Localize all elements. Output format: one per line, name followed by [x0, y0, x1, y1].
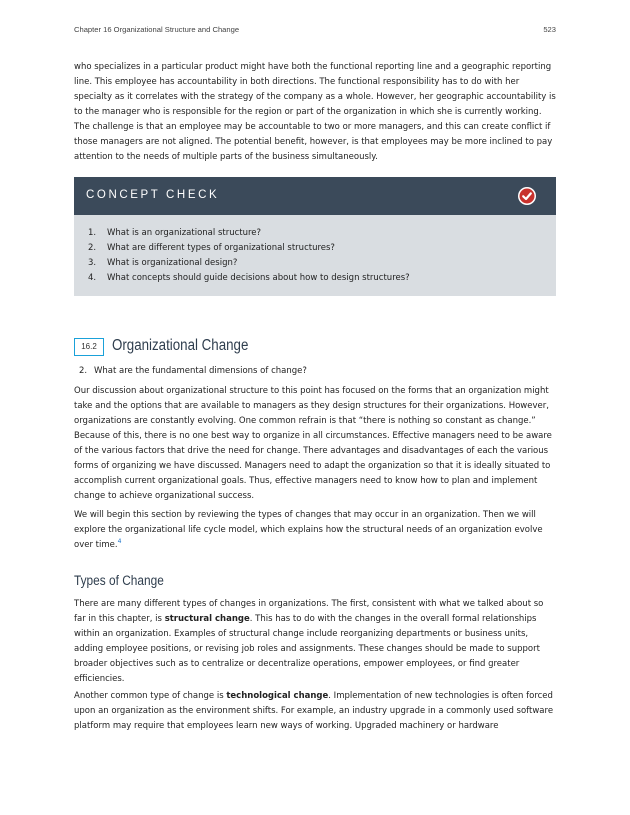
list-item-number: 3. — [88, 258, 97, 268]
list-item-number: 1. — [88, 228, 97, 238]
term-technological-change: technological change — [226, 691, 329, 701]
list-item — [88, 271, 410, 286]
intro-paragraph: who specializes in a particular product might have both the functional reporting line and a geographic reporting line. This employee has accountability in both directions. The functional responsibility has to do with her specialty as it correlates with the strategy of the company as a whole. However, her geographic accountability is to the manager who is responsible for the region or part of the organization in which she is currently working. The challenge is that an employee may be accountable to two or more managers, and this can create conflict if those managers are not aligned. The potential benefit, however, is that employees may be more inclined to pay attention to the needs of multiple parts of the business simultaneously. — [74, 62, 556, 162]
running-header — [74, 25, 556, 37]
list-item-number: 4. — [88, 273, 97, 283]
list-item-text: What is organizational design? — [107, 258, 238, 268]
types-paragraph-1 — [74, 597, 556, 687]
section-title: Organizational Change — [112, 337, 249, 354]
list-item-text: What are different types of organizational structures? — [107, 243, 335, 253]
types-paragraph-2 — [74, 689, 556, 734]
learning-objective-text: What are the fundamental dimensions of change? — [94, 366, 307, 376]
concept-check-box — [74, 177, 556, 296]
concept-check-list — [88, 226, 410, 286]
text-run: . This has to do with the changes in the overall formal relationships within an organization. Examples of structural change include reorganizing departments or business units, adding employee positions, or revising job roles and assignments. These changes should be made to support broader objectives such as to centralize or decentralize operations, empower employees, or find greater efficiencies. — [74, 614, 540, 684]
chapter-title: Chapter 16 Organizational Structure and Change — [74, 25, 240, 34]
section-number: 16.2 — [74, 338, 104, 356]
checkmark-icon — [518, 187, 536, 205]
list-item — [88, 226, 410, 241]
text-run: There are many different types of changes in organizations. The first, consistent with what we talked about so far in this chapter, is — [74, 599, 544, 624]
concept-check-title: CONCEPT CHECK — [86, 189, 220, 201]
concept-check-header — [74, 177, 556, 215]
section-paragraph-2-text: We will begin this section by reviewing the types of changes that may occur in an organization. Then we will explore the organizational life cycle model, which explains how the structural needs of an organization evolve over time. — [74, 510, 543, 550]
text-run: Another common type of change is — [74, 691, 227, 701]
section-heading — [74, 337, 556, 359]
term-structural-change: structural change — [164, 614, 250, 624]
list-item-number: 2. — [88, 243, 97, 253]
page-number: 523 — [543, 25, 556, 34]
list-item — [88, 256, 410, 271]
list-item-text: What is an organizational structure? — [107, 228, 262, 238]
text-run: . Implementation of new technologies is often forced upon an organization as the environment shifts. For example, an industry upgrade in a commonly used software platform may require that employees learn new ways of working. Upgraded machinery or hardware — [74, 691, 554, 731]
section-paragraph-1: Our discussion about organizational structure to this point has focused on the forms that an organization might take and the options that are available to managers as they design structures for their organizations. However, organizations are constantly evolving. One common refrain is that “there is nothing so constant as change.” Because of this, there is no one best way to organize in all circumstances. Effective managers need to be aware of the various factors that drive the need for change. There advantages and disadvantages of each the various forms of organizing we have discussed. Managers need to adapt the organization so that it is ideally situated to accomplish current organizational goals. Thus, effective managers need to know how to plan and implement change to achieve organizational success. — [74, 386, 552, 501]
list-item — [88, 241, 410, 256]
section-paragraph-2 — [74, 508, 556, 553]
footnote-marker[interactable]: 4 — [117, 538, 122, 546]
learning-objective-number: 2. — [79, 366, 88, 376]
types-of-change-heading: Types of Change — [74, 573, 164, 588]
list-item-text: What concepts should guide decisions about how to design structures? — [107, 273, 410, 283]
